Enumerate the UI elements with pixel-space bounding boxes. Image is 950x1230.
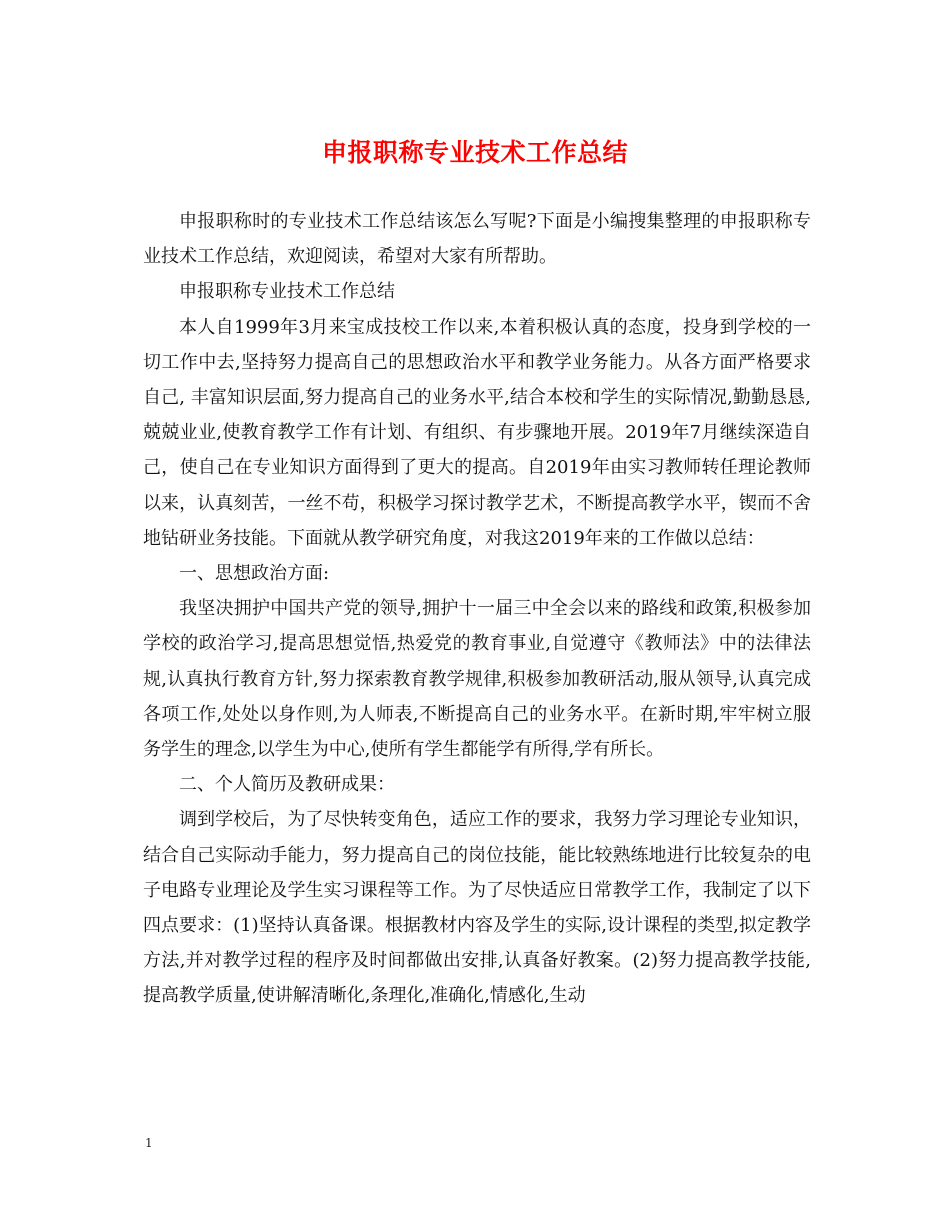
section-heading-political: 一、思想政治方面:	[179, 563, 330, 585]
political-paragraph: 我坚决拥护中国共产党的领导,拥护十一届三中全会以来的路线和政策,积极参加学校的政治学习,提高思想觉悟,热爱党的教育事业,自觉遵守《教师法》中的法律法规,认真执行教育方针,努力探索教育教学规律,积极参加教研活动,服从领导,认真完成各项工作,处处以身作则,为人师表,不断提高自己的业务水平。在新时期,牢牢树立服务学生的理念,以学生为中心,使所有学生都能学有所得,学有所长。	[143, 598, 811, 761]
intro-paragraph: 申报职称时的专业技术工作总结该怎么写呢?下面是小编搜集整理的申报职称专业技术工作总结，欢迎阅读，希望对大家有所帮助。	[143, 211, 811, 268]
document-title: 申报职称专业技术工作总结	[321, 138, 628, 167]
document-body	[143, 204, 811, 1014]
summary-paragraph: 本人自1999年3月来宝成技校工作以来,本着积极认真的态度，投身到学校的一切工作中去,坚持努力提高自己的思想政治水平和教学业务能力。从各方面严格要求自己, 丰富知识层面,努力提高自己的业务水平,结合本校和学生的实际情况,勤勤恳恳,兢兢业业,使教育教学工作有计划、有组织、有步骤地开展。2019年7月继续深造自己，使自己在专业知识方面得到了更大的提高。自2019年由实习教师转任理论教师以来，认真刻苦，一丝不苟，积极学习探讨教学艺术，不断提高教学水平，锲而不舍地钻研业务技能。下面就从教学研究角度，对我这2019年来的工作做以总结：	[143, 316, 811, 549]
subtitle-paragraph: 申报职称专业技术工作总结	[179, 281, 395, 303]
resume-paragraph: 调到学校后，为了尽快转变角色，适应工作的要求，我努力学习理论专业知识，结合自己实际动手能力，努力提高自己的岗位技能，能比较熟练地进行比较复杂的电子电路专业理论及学生实习课程等工作。为了尽快适应日常教学工作，我制定了以下四点要求：(1)坚持认真备课。根据教材内容及学生的实际,设计课程的类型,拟定教学方法,并对教学过程的程序及时间都做出安排,认真备好教案。(2)努力提高教学技能,提高教学质量,使讲解清晰化,条理化,准确化,情感化,生动	[143, 809, 811, 1007]
page-number: 1	[145, 1136, 153, 1150]
section-heading-resume: 二、个人简历及教研成果：	[179, 774, 395, 796]
